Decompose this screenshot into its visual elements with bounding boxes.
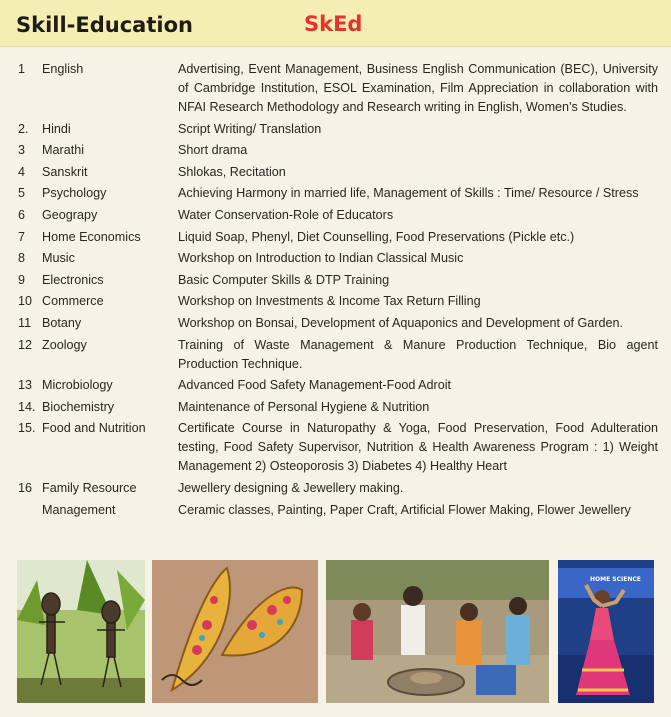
row-subject: Psychology <box>42 186 107 201</box>
row-subject: Commerce <box>42 294 104 309</box>
row-number: 2. <box>18 121 29 136</box>
row-number: 16 <box>18 480 33 495</box>
table-row <box>18 376 658 395</box>
table-row <box>18 479 658 498</box>
row-description: Advertising, Event Management, Business English Communication (BEC), University of Cambridge Institution, ESOL Examination, Film Appreciation in collaboration with NFAI Research Methodology and Research writing in English, Women's Studies. <box>178 62 658 114</box>
row-description: Workshop on Introduction to Indian Classical Music <box>178 251 464 266</box>
row-description: Script Writing/ Translation <box>178 121 322 136</box>
table-row <box>18 501 658 520</box>
row-number: 15. <box>18 421 36 436</box>
row-subject: Home Economics <box>42 229 141 244</box>
photo-strip <box>0 560 671 705</box>
table-row <box>18 271 658 290</box>
row-description: Basic Computer Skills & DTP Training <box>178 272 390 287</box>
row-subject: Hindi <box>42 121 71 136</box>
row-subject: English <box>42 62 84 76</box>
painted-leaf-craft-photo <box>152 560 318 703</box>
pottery-workshop-photo <box>326 560 549 703</box>
row-description: Short drama <box>178 143 248 158</box>
row-description: Certificate Course in Naturopathy & Yoga, Food Preservation, Food Adulteration testing, Food Safety Supervisor, Nutrition & Health Awareness Program : 1) Weight Management 2) Osteoporosis 3) Diabetes 4) Healthy Heart <box>178 421 658 474</box>
row-description: Water Conservation-Role of Educators <box>178 207 394 222</box>
table-row <box>18 314 658 333</box>
row-subject: Microbiology <box>42 378 113 393</box>
header-bar <box>0 0 671 47</box>
row-number: 10 <box>18 294 33 309</box>
row-subject: Marathi <box>42 143 84 158</box>
table-row <box>18 184 658 203</box>
page-title: Skill-Education <box>16 13 193 37</box>
table-row <box>18 206 658 225</box>
table-row <box>18 419 658 476</box>
row-description: Jewellery designing & Jewellery making. <box>178 480 404 495</box>
table-row <box>18 398 658 417</box>
table-row <box>18 336 658 374</box>
brand-logo-text: SkEd <box>304 12 363 36</box>
skill-table <box>18 60 658 522</box>
dance-performance-photo <box>558 560 654 703</box>
row-description: Workshop on Investments & Income Tax Return Filling <box>178 294 481 309</box>
row-subject: Botany <box>42 315 82 330</box>
table-row <box>18 60 658 117</box>
row-description: Shlokas, Recitation <box>178 164 286 179</box>
row-subject: Geograpy <box>42 207 98 222</box>
row-description: Ceramic classes, Painting, Paper Craft, Artificial Flower Making, Flower Jewellery <box>178 502 631 517</box>
row-number: 11 <box>18 315 32 330</box>
row-number: 1 <box>18 62 26 76</box>
row-number: 4 <box>18 164 26 179</box>
row-number: 8 <box>18 251 26 266</box>
row-description: Workshop on Bonsai, Development of Aquaponics and Development of Garden. <box>178 315 624 330</box>
row-subject: Music <box>42 251 75 266</box>
row-number: 9 <box>18 272 26 287</box>
table-row <box>18 249 658 268</box>
row-number: 7 <box>18 229 26 244</box>
row-number: 3 <box>18 143 26 158</box>
row-number: 5 <box>18 186 26 201</box>
row-description: Achieving Harmony in married life, Management of Skills : Time/ Resource / Stress <box>178 186 639 201</box>
row-number: 6 <box>18 207 26 222</box>
metal-sculptures-photo <box>17 560 145 703</box>
row-description: Advanced Food Safety Management-Food Adroit <box>178 378 452 393</box>
row-number: 12 <box>18 337 33 352</box>
banner-text: HOME SCIENCE <box>590 576 641 583</box>
row-description: Liquid Soap, Phenyl, Diet Counselling, Food Preservations (Pickle etc.) <box>178 229 575 244</box>
row-subject: Food and Nutrition <box>42 421 146 436</box>
table-row <box>18 163 658 182</box>
row-description: Maintenance of Personal Hygiene & Nutrition <box>178 399 430 414</box>
row-number: 13 <box>18 378 33 393</box>
table-row <box>18 141 658 160</box>
row-number <box>18 501 42 520</box>
row-subject: Sanskrit <box>42 164 88 179</box>
row-description: Training of Waste Management & Manure Production Technique, Bio agent Production Technique. <box>178 337 658 371</box>
table-row <box>18 292 658 311</box>
table-row <box>18 228 658 247</box>
row-subject: Zoology <box>42 337 87 352</box>
row-number: 14. <box>18 399 36 414</box>
row-subject: Management <box>42 502 116 517</box>
row-subject: Family Resource <box>42 480 137 495</box>
row-subject: Biochemistry <box>42 399 115 414</box>
row-subject: Electronics <box>42 272 104 287</box>
table-row <box>18 120 658 139</box>
